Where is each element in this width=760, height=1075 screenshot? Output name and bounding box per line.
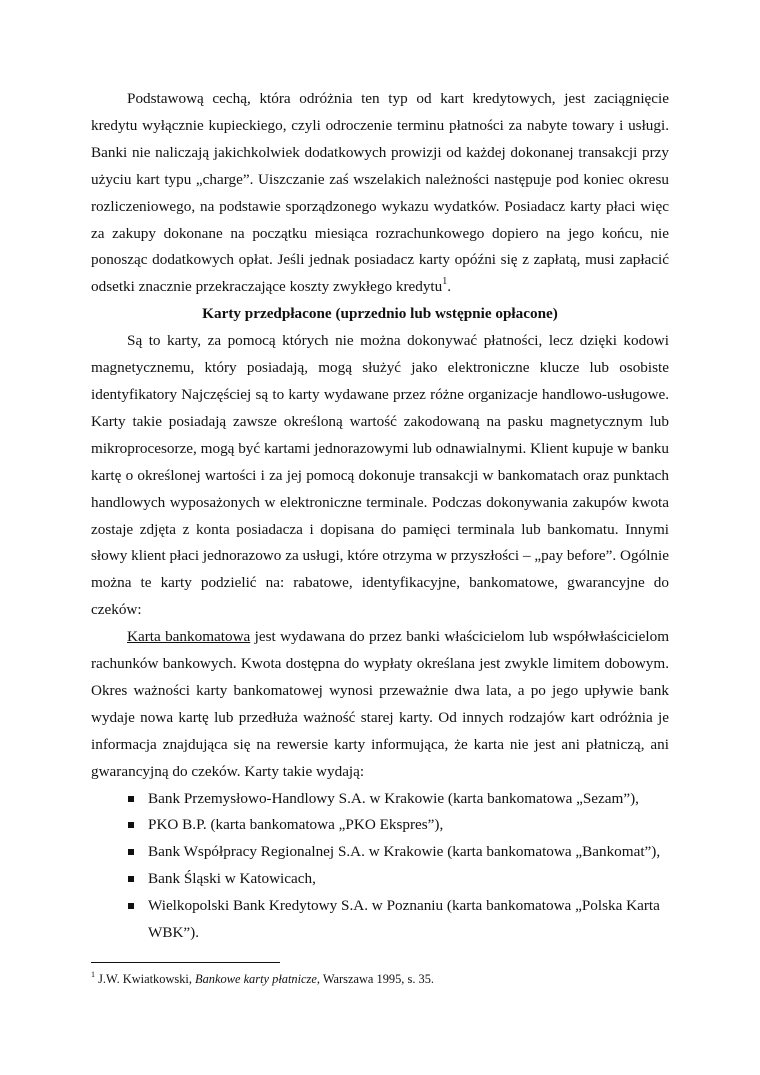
paragraph-end: .	[447, 278, 452, 296]
footnote-details: , Warszawa 1995, s. 35.	[316, 972, 435, 986]
bullet-square-icon	[128, 849, 134, 855]
list-item	[91, 786, 669, 813]
bullet-square-icon	[128, 796, 134, 802]
paragraph-text: Podstawową cechą, która odróżnia ten typ od kart kredytowych, jest zaciągnięcie kredytu wyłącznie kupieckiego, czyli odroczenie terminu płatności za nabyte towary i usługi. Banki nie naliczają jakichkolwiek dodatkowych prowizji od każdej dokonanej transakcji przy użyciu kart typu „charge”. Uiszczanie zaś wszelakich należności następuje pod koniec okresu rozliczeniowego, na podstawie sporządzonego wykazu wydatków. Posiadacz karty płaci więc za zakupy dokonane na początku miesiąca rozrachunkowego dopiero na jego końcu, nie ponosząc dodatkowych opłat. Jeśli jednak posiadacz karty opóźni się z zapłatą, musi zapłacić odsetki znacznie przekraczające koszty zwykłego kredytu	[91, 90, 669, 296]
footnote	[91, 971, 669, 987]
paragraph-prepaid-cards: Są to karty, za pomocą których nie można dokonywać płatności, lecz dzięki kodowi magnetycznemu, który posiadają, mogą służyć jako elektroniczne klucze lub osobiste identyfikatory Najczęściej są to karty wydawane przez różne organizacje handlowo-usługowe. Karty takie posiadają zawsze określoną wartość zakodowaną na pasku magnetycznym lub mikroprocesorze, mogą być kartami jednorazowymi lub odnawialnymi. Klient kupuje w banku kartę o określonej wartości i za jej pomocą dokonuje transakcji w bankomatach oraz punktach handlowych wyposażonych w elektroniczne terminale. Podczas dokonywania zakupów kwota zostaje zdjęta z konta posiadacza i dopisana do pamięci terminala lub bankomatu. Innymi słowy klient płaci jednorazowo za usługi, które otrzyma w przyszłości – „pay before”. Ogólnie można te karty podzielić na: rabatowe, identyfikacyjne, bankomatowe, gwarancyjne do czeków:	[91, 332, 669, 619]
footnote-separator	[91, 962, 280, 963]
list-item	[91, 866, 669, 893]
footnote-title: Bankowe karty płatnicze	[195, 972, 317, 986]
list-item	[91, 812, 669, 839]
bank-list	[91, 786, 669, 947]
footnote-reference: 1	[442, 276, 448, 288]
footnote-number: 1	[91, 969, 95, 979]
term-atm-card: Karta bankomatowa	[127, 628, 251, 646]
list-item-text: Wielkopolski Bank Kredytowy S.A. w Poznaniu (karta bankomatowa „Polska Karta WBK”).	[148, 897, 660, 942]
list-item-text: PKO B.P. (karta bankomatowa „PKO Ekspres”),	[148, 816, 444, 834]
list-item	[91, 839, 669, 866]
section-heading: Karty przedpłacone (uprzednio lub wstępnie opłacone)	[202, 305, 558, 323]
list-item-text: Bank Przemysłowo-Handlowy S.A. w Krakowie (karta bankomatowa „Sezam”),	[148, 789, 639, 807]
paragraph-charge-cards	[91, 86, 669, 301]
bullet-square-icon	[128, 822, 134, 828]
bullet-square-icon	[128, 903, 134, 909]
list-item	[91, 893, 669, 947]
list-item-text: Bank Współpracy Regionalnej S.A. w Krakowie (karta bankomatowa „Bankomat”),	[148, 843, 661, 861]
bullet-square-icon	[128, 876, 134, 882]
paragraph-text: jest wydawana do przez banki właścicielom lub współwłaścicielom rachunków bankowych. Kwota dostępna do wypłaty określana jest zwykle limitem dobowym. Okres ważności karty bankomatowej wynosi przeważnie dwa lata, a po jego upływie bank wydaje nowa kartę lub przedłuża ważność starej karty. Od innych rodzajów kart odróżnia je informacja znajdująca się na rewersie karty informująca, że karta nie jest ani płatniczą, ani gwarancyjną do czeków. Karty takie wydają:	[91, 628, 670, 780]
footnote-author: J.W. Kwiatkowski,	[95, 972, 196, 986]
document-body	[91, 86, 669, 947]
paragraph-atm-card	[91, 624, 669, 785]
list-item-text: Bank Śląski w Katowicach,	[148, 870, 316, 888]
